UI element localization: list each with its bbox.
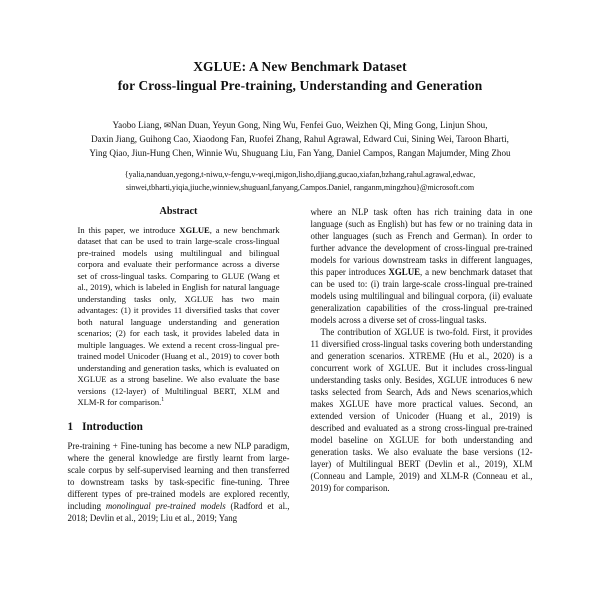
intro-par-1-italic: monolingual pre-trained models xyxy=(105,500,226,511)
intro-par-1-b: (Radford et al., 2018; Devlin et al., 2019; Liu et al., 2019; Yang xyxy=(67,500,290,523)
right-paragraph-2: The contribution of XGLUE is two-fold. First, it provides 11 diversified cross-lingual tasks covering both understanding and generation scenarios. XTREME (Hu et al., 2020) is a concurrent work of XGLUE. But it includes cross-lingual understanding tasks only. Besides, XGLUE introduces 6 new tasks selected from Search, Ads and News scenarios,which makes XGLUE have more practical values. Second, an extended version of Unicoder (Huang et al., 2019) is described and evaluated as a strong cross-lingual pre-trained model baseline on XGLUE for both understanding and generation tasks. We also evaluate the base versions (12-layer) of Multilingual BERT (Devlin et al., 2019), XLM (Conneau and Lample, 2019) and XLM-R (Conneau et al., 2019) for comparison. xyxy=(310,327,533,494)
abstract-bold-xglue: XGLUE xyxy=(179,225,210,235)
email-line-2: sinwei,tbharti,yiqia,jiuche,winniew,shuguanl,fanyang,Campos.Daniel, ranganm,mingzhou}@microsoft.com xyxy=(125,182,475,192)
section-number: 1 xyxy=(67,420,74,433)
title-block xyxy=(0,0,600,95)
title-line-2: for Cross-lingual Pre-training, Understanding and Generation xyxy=(117,78,483,94)
author-line-3: Ying Qiao, Jiun-Hung Chen, Winnie Wu, Shuguang Liu, Fan Yang, Daniel Campos, Rangan Majumder, Ming Zhou xyxy=(89,147,511,158)
right-par-1-bold-xglue: XGLUE xyxy=(388,267,421,278)
footnote-marker[interactable]: 1 xyxy=(161,397,165,404)
author-list xyxy=(0,119,600,160)
body-columns xyxy=(0,206,600,524)
email-block xyxy=(0,168,600,194)
author-line-1 xyxy=(33,119,567,133)
right-par-1-b: , a new benchmark dataset that can be used to: (i) train large-scale cross-lingual pre-trained models using multilingual and bilingual corpora, (ii) evaluate generalization capabilities of the cross-lingual pre-trained models across a diverse set of cross-lingual tasks. xyxy=(310,267,533,326)
right-column xyxy=(311,206,533,524)
email-line-1: {yalia,nanduan,yegong,t-niwu,v-fengu,v-weqi,migon,lisho,djiang,gucao,xiafan,bzhang,rahul.agrawal,edwac, xyxy=(124,169,476,179)
author-line-1-pre: Yaobo Liang, xyxy=(112,120,164,131)
section-heading-introduction xyxy=(68,421,290,433)
left-column xyxy=(68,206,290,524)
abstract-text-part-2: , a new benchmark dataset that can be used to train large-scale cross-lingual pre-trained models using multilingual and bilingual corpora and evaluate their performance across a diverse set of cross-lingual tasks. Comparing to GLUE (Wang et al., 2019), which is labeled in English for natural language understanding tasks only, XGLUE has two main advantages: (1) it provides 11 diversified tasks that cover both natural language understanding and generation scenarios; (2) for each task, it provides labeled data in multiple languages. We extend a recent cross-lingual pre-trained model Unicoder (Huang et al., 2019) to cover both understanding and generation tasks, which is evaluated on XGLUE as a strong baseline. We also evaluate the base versions (12-layer) of Multilingual BERT, XLM and XLM-R for comparison. xyxy=(77,225,280,408)
right-paragraph-1 xyxy=(311,206,533,326)
intro-par-1-a: Pre-training + Fine-tuning has become a new NLP paradigm, where the general knowledge are firstly learnt from large-scale corpus by self-supervised learning and then transferred to downstream tasks by task-specific fine-tuning. Three different types of pre-trained models are explored recently, including xyxy=(67,440,290,511)
author-line-1-post: Nan Duan, Yeyun Gong, Ning Wu, Fenfei Guo, Weizhen Qi, Ming Gong, Linjun Shou, xyxy=(170,120,488,131)
envelope-icon: ✉ xyxy=(163,121,171,131)
author-line-2: Daxin Jiang, Guihong Cao, Xiaodong Fan, Ruofei Zhang, Rahul Agrawal, Edward Cui, Sining Wei, Taroon Bharti, xyxy=(91,133,509,144)
section-title: Introduction xyxy=(82,420,143,433)
page-title xyxy=(60,57,540,95)
intro-paragraph-1 xyxy=(68,440,290,524)
abstract-heading: Abstract xyxy=(159,206,198,217)
abstract-text xyxy=(68,225,290,409)
abstract-text-part-1: In this paper, we introduce xyxy=(77,225,180,235)
title-line-1: XGLUE: A New Benchmark Dataset xyxy=(193,59,407,74)
right-par-1-a: where an NLP task often has rich training data in one language (such as English) but has few or no training data in other languages (such as French and German). In order to further advance the development of cross-lingual pre-trained models for various downstream tasks in different languages, this paper introduces xyxy=(310,207,533,278)
